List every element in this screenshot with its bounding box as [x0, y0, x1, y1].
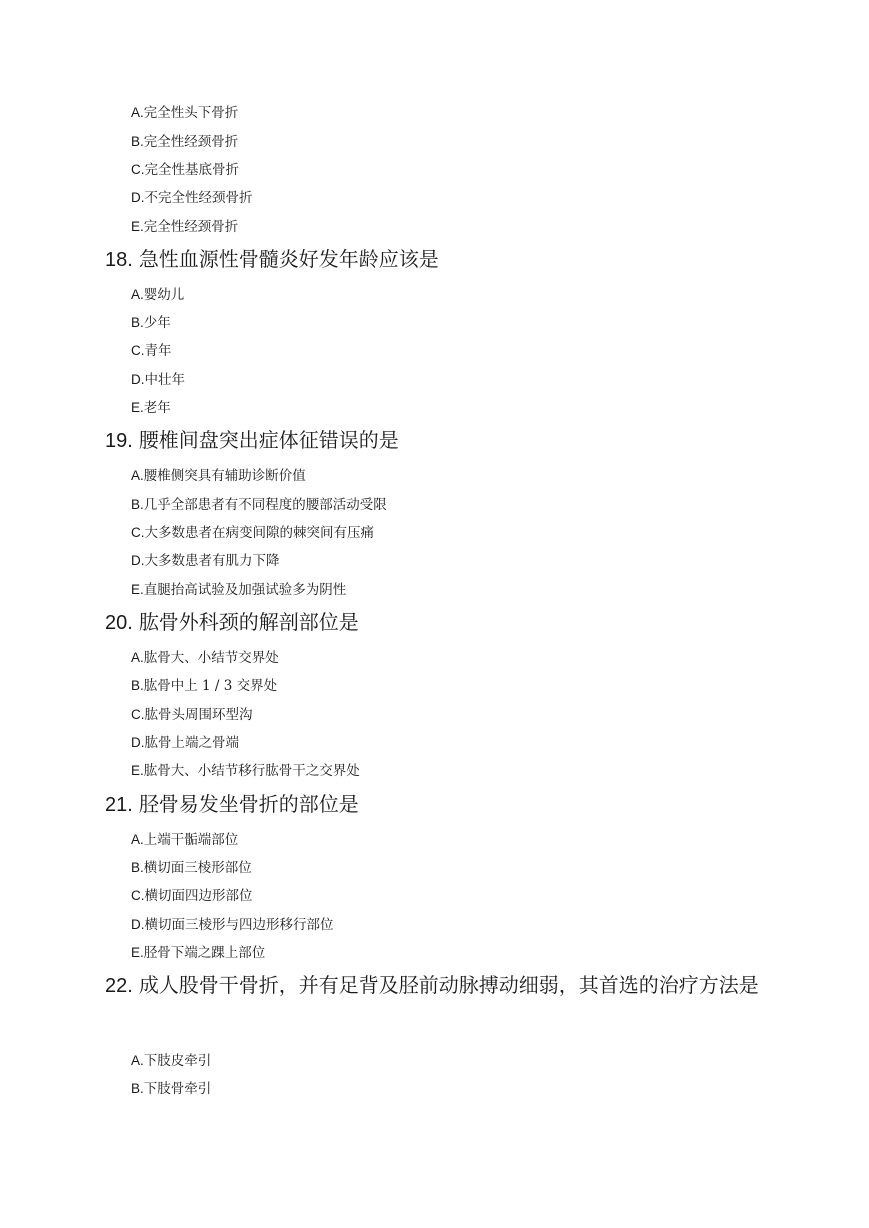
- option-letter: C.: [131, 343, 145, 358]
- option-a: [131, 286, 184, 304]
- option-c: [131, 161, 239, 179]
- question-text: 腰椎间盘突出症体征错误的是: [138, 428, 399, 452]
- question-number: 19.: [105, 430, 133, 452]
- question-number: 18.: [105, 249, 133, 271]
- option-e: [131, 944, 265, 962]
- option-text: 完全性基底骨折: [144, 162, 239, 178]
- option-b: [131, 496, 387, 514]
- option-letter: A.: [131, 1053, 144, 1068]
- option-d: [131, 734, 239, 752]
- option-text: 青年: [144, 343, 172, 359]
- question-number: 22.: [105, 975, 133, 997]
- option-b: [131, 314, 171, 332]
- option-text: 肱骨头周围环型沟: [144, 707, 253, 723]
- option-text: 大多数患者在病变间隙的棘突间有压痛: [144, 525, 374, 541]
- question-text: 肱骨外科颈的解剖部位是: [138, 610, 359, 634]
- question-18: [105, 240, 765, 279]
- option-b: [131, 677, 277, 695]
- option-text: 直腿抬高试验及加强试验多为阴性: [143, 582, 347, 598]
- option-text: 上端干骺端部位: [143, 832, 239, 848]
- question-22: [105, 966, 765, 1005]
- option-d: [131, 189, 253, 207]
- option-letter: D.: [131, 190, 145, 205]
- option-letter: E.: [131, 400, 144, 415]
- option-d: [131, 552, 280, 570]
- option-letter: E.: [131, 945, 144, 960]
- option-text: 肱骨大、小结节交界处: [143, 650, 279, 666]
- question-20: [105, 603, 765, 642]
- option-a: [131, 831, 238, 849]
- option-a: [131, 649, 279, 667]
- option-letter: A.: [131, 832, 144, 847]
- option-text: 横切面四边形部位: [144, 888, 253, 904]
- option-b: [131, 859, 252, 877]
- option-text: 少年: [143, 315, 171, 331]
- option-text: 肱骨大、小结节移行肱骨干之交界处: [143, 763, 360, 779]
- option-text: 横切面三棱形与四边形移行部位: [144, 917, 334, 933]
- option-text: 中壮年: [144, 372, 185, 388]
- question-text: 成人股骨干骨折，并有足背及胫前动脉搏动细弱，其首选的治疗方法是: [138, 973, 759, 997]
- option-letter: B.: [131, 315, 144, 330]
- question-number: 20.: [105, 612, 133, 634]
- option-e: [131, 399, 171, 417]
- option-letter: C.: [131, 162, 145, 177]
- option-letter: B.: [131, 134, 144, 149]
- option-a: [131, 1052, 211, 1070]
- option-text: 婴幼儿: [143, 287, 185, 303]
- option-a: [131, 104, 238, 122]
- option-letter: D.: [131, 372, 145, 387]
- option-c: [131, 706, 253, 724]
- option-text: 完全性头下骨折: [143, 105, 239, 121]
- option-letter: C.: [131, 707, 145, 722]
- option-e: [131, 581, 346, 599]
- option-text: 下肢皮牵引: [143, 1053, 212, 1069]
- option-letter: A.: [131, 468, 144, 483]
- option-letter: B.: [131, 678, 144, 693]
- option-text: 胫骨下端之踝上部位: [143, 945, 266, 961]
- option-letter: D.: [131, 735, 145, 750]
- question-text: 胫骨易发坐骨折的部位是: [138, 792, 359, 816]
- option-letter: D.: [131, 553, 145, 568]
- option-c: [131, 342, 172, 360]
- option-letter: B.: [131, 497, 144, 512]
- option-e: [131, 762, 360, 780]
- option-letter: E.: [131, 763, 144, 778]
- option-letter: E.: [131, 582, 144, 597]
- option-text: 腰椎侧突具有辅助诊断价值: [143, 468, 306, 484]
- option-text: 下肢骨牵引: [143, 1081, 212, 1097]
- option-text: 不完全性经颈骨折: [144, 190, 253, 206]
- question-19: [105, 421, 765, 460]
- option-letter: A.: [131, 105, 144, 120]
- option-e: [131, 218, 238, 236]
- option-b: [131, 1080, 211, 1098]
- option-letter: C.: [131, 888, 145, 903]
- option-letter: D.: [131, 917, 145, 932]
- option-c: [131, 887, 253, 905]
- question-number: 21.: [105, 794, 133, 816]
- option-c: [131, 524, 374, 542]
- option-letter: A.: [131, 287, 144, 302]
- option-text: 完全性经颈骨折: [143, 219, 239, 235]
- option-text: 肱骨上端之骨端: [144, 735, 239, 751]
- option-text: 肱骨中上 1 / 3 交界处: [143, 678, 278, 694]
- option-b: [131, 133, 238, 151]
- option-letter: C.: [131, 525, 145, 540]
- option-letter: B.: [131, 860, 144, 875]
- option-a: [131, 467, 306, 485]
- question-21: [105, 785, 765, 824]
- question-text: 急性血源性骨髓炎好发年龄应该是: [138, 247, 439, 271]
- option-d: [131, 371, 185, 389]
- option-letter: B.: [131, 1081, 144, 1096]
- option-text: 老年: [143, 400, 171, 416]
- option-letter: E.: [131, 219, 144, 234]
- option-d: [131, 916, 334, 934]
- option-text: 横切面三棱形部位: [143, 860, 252, 876]
- option-letter: A.: [131, 650, 144, 665]
- option-text: 几乎全部患者有不同程度的腰部活动受限: [143, 497, 387, 513]
- option-text: 完全性经颈骨折: [143, 134, 239, 150]
- option-text: 大多数患者有肌力下降: [144, 553, 280, 569]
